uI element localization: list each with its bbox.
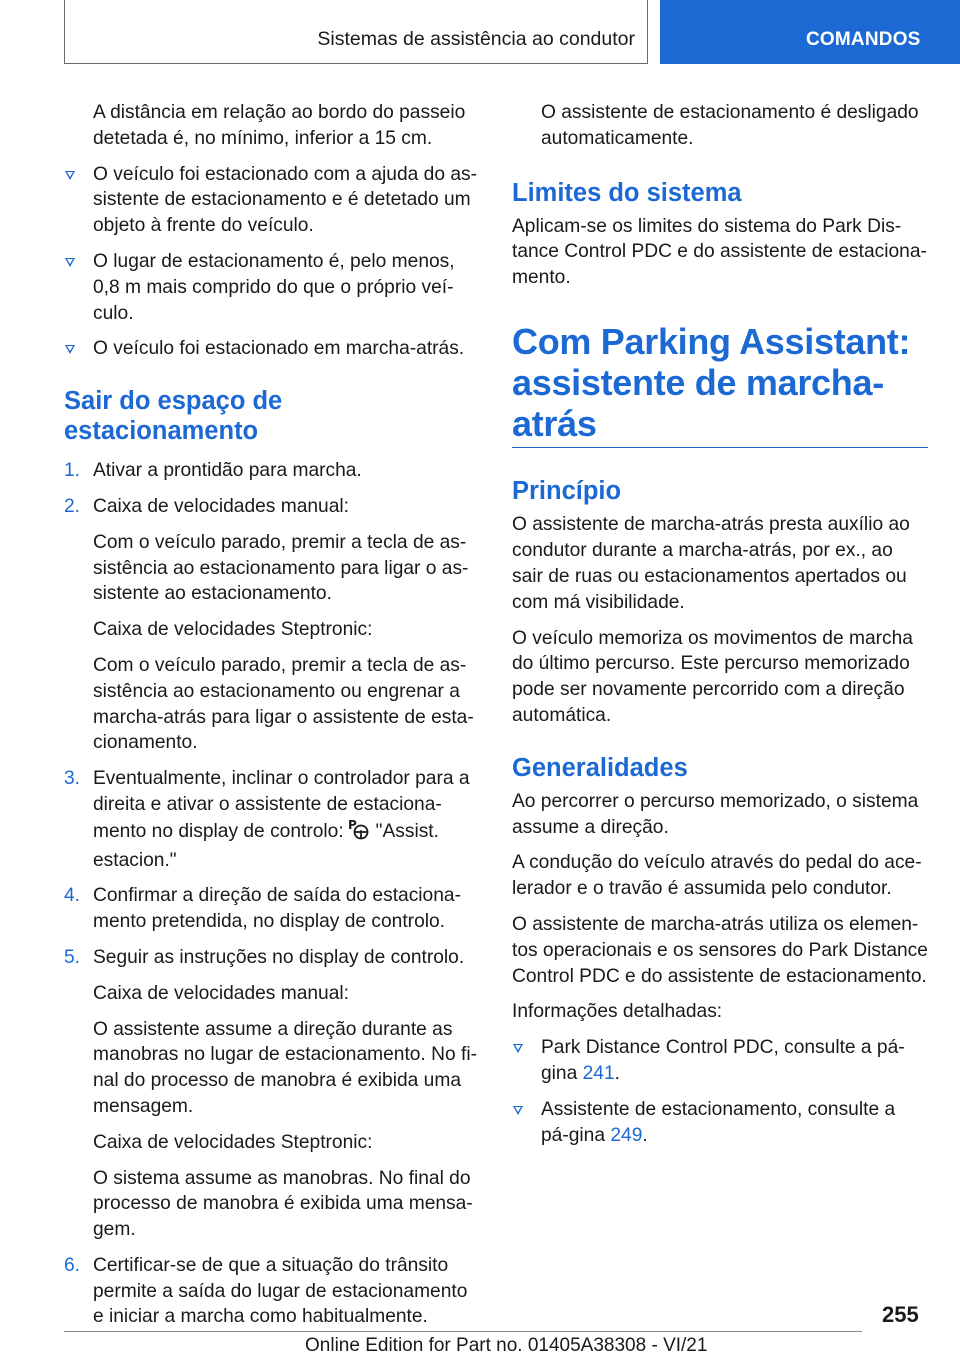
page-number: 255 [882,1302,919,1327]
heading-principle: Princípio [512,477,622,506]
triangle-bullet-icon [65,171,75,180]
svg-text:P: P [347,817,357,832]
right-column [512,100,928,1158]
step-paragraph: O sistema assume as manobras. No final do processo de manobra é exibida uma mensa‐gem. [93,1167,473,1241]
heading-exit-parking: Sair do espaço de estacionamento [64,387,283,446]
step-item: 2. Caixa de velocidades manual: [64,494,482,520]
triangle-bullet-icon [65,258,75,267]
list-item: O veículo foi estacionado em marcha-atrás. [64,336,482,362]
continued-paragraph: O assistente de estacionamento é desligado automaticamente. [541,102,919,149]
step-item: 4. Confirmar a direção de saída do estaciona‐mento pretendida, no display de controlo. [64,885,461,933]
left-column [64,100,482,1340]
heading-general: Generalidades [512,753,688,782]
step-number: 6. [64,1254,81,1276]
list-item: O lugar de estacionamento é, pelo menos, 0,8 m mais comprido do que o próprio veí‐culo. [64,249,482,326]
general-paragraph: Informações detalhadas: [512,1001,723,1023]
step-paragraph: Com o veículo parado, premir a tecla de as‐sistência ao estacionamento para ligar o as‐sistente ao estacionamento. [93,531,469,605]
footer-rule [64,1331,862,1332]
limits-paragraph: Aplicam-se os limites do sistema do Park Dis‐tance Control PDC e do assistente de estaciona‐mento. [512,215,927,289]
chapter-tab-label: COMANDOS [806,29,921,50]
step-paragraph: Caixa de velocidades Steptronic: [93,1131,373,1153]
list-item: Park Distance Control PDC, consulte a pá‐gina 241. [512,1035,928,1087]
running-header [64,0,648,64]
step-number: 5. [64,946,81,968]
step-paragraph: Caixa de velocidades Steptronic: [93,619,373,641]
triangle-bullet-icon [65,345,75,354]
principle-paragraph: O veículo memoriza os movimentos de marcha do último percurso. Este percurso memorizado pode ser novamente percorrido com a direção automática. [512,627,913,727]
step-paragraph: Caixa de velocidades manual: [93,982,349,1004]
chapter-tab[interactable] [660,0,960,64]
step-item: 3. Eventualmente, inclinar o controlador para a direita e ativar o assistente de estaciona‐mento no display de controlo: P "Assist. estacion." [64,768,470,871]
general-paragraph: Ao percorrer o percurso memorizado, o sistema assume a direção. [512,790,919,838]
step-number: 2. [64,495,81,517]
list-item: Assistente de estacionamento, consulte a pá‐gina 249. [512,1097,928,1149]
page-link-249[interactable]: 249 [610,1124,643,1146]
step-paragraph: Com o veículo parado, premir a tecla de as‐sistência ao estacionamento ou engrenar a marcha-atrás para ligar o assistente de esta‐cionamento. [93,654,474,754]
edition-footer: Online Edition for Part no. 01405A38308 - VI/21 [305,1335,708,1356]
page-link-241[interactable]: 241 [582,1063,615,1085]
triangle-bullet-icon [513,1106,523,1115]
heading-reversing-assistant: Com Parking Assistant: assistente de marcha-atrás [512,320,911,444]
general-paragraph: A condução do veículo através do pedal do ace‐lerador e o travão é assumida pelo condutor. [512,852,922,900]
step-number: 4. [64,885,81,907]
heading-rule [512,447,928,449]
step-paragraph: O assistente assume a direção durante as manobras no lugar de estacionamento. No fi‐nal do processo de manobra é exibida uma mensagem. [93,1018,477,1117]
intro-paragraph: A distância em relação ao bordo do passeio detetada é, no mínimo, inferior a 15 cm. [93,102,466,149]
step-number: 3. [64,768,81,790]
principle-paragraph: O assistente de marcha-atrás presta auxílio ao condutor durante a marcha-atrás, por ex., ao sair de ruas ou estacionamentos apertados ou com má visibilidade. [512,514,910,613]
section-title: Sistemas de assistência ao condutor [317,28,635,50]
step-number: 1. [64,460,81,482]
parking-assistant-icon [348,818,370,848]
list-item: O veículo foi estacionado com a ajuda do as‐sistente de estacionamento e é detetado um objeto à frente do veículo. [64,162,482,239]
heading-system-limits: Limites do sistema [512,178,742,207]
general-paragraph: O assistente de marcha-atrás utiliza os elemen‐tos operacionais e os sensores do Park Distance Control PDC e do assistente de estacionamento. [512,914,928,987]
step-item: 1. Ativar a prontidão para marcha. [64,458,482,484]
step-item: 6. Certificar-se de que a situação do trânsito permite a saída do lugar de estacionamento e iniciar a marcha como habitualmente. [64,1254,468,1328]
step-item: 5. Seguir as instruções no display de controlo. [64,945,482,971]
triangle-bullet-icon [513,1044,523,1053]
